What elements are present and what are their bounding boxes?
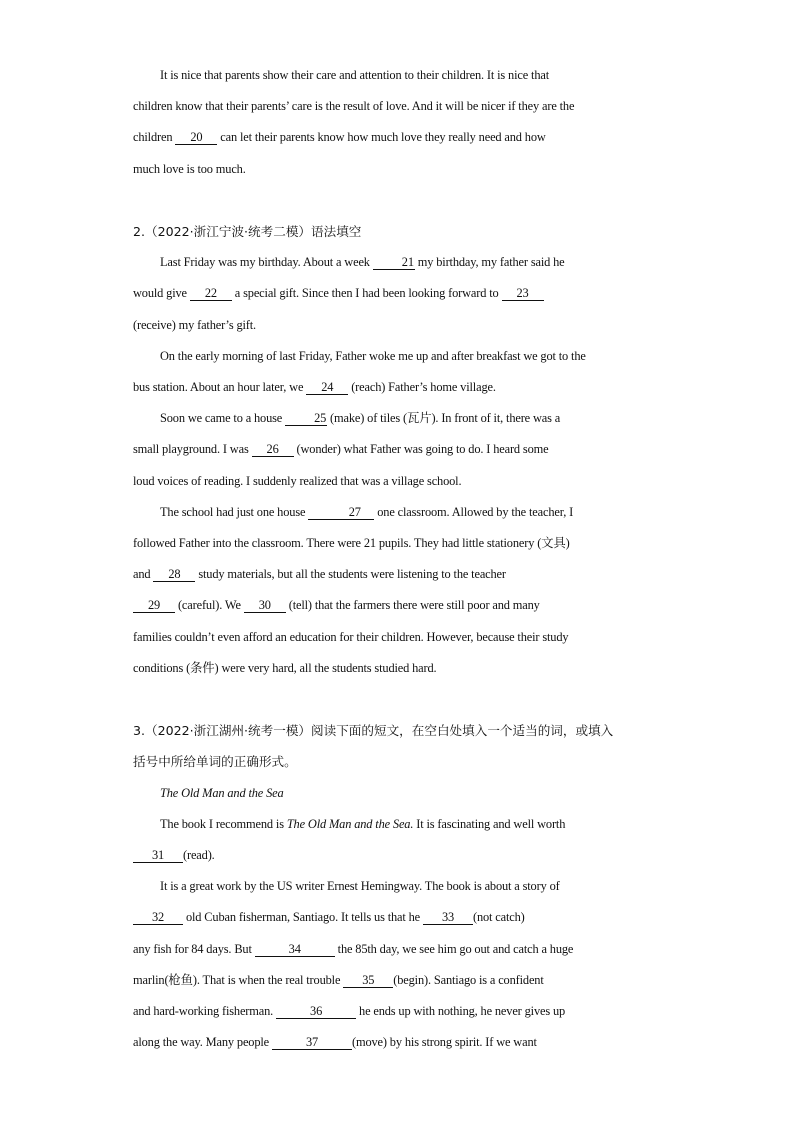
blank-34[interactable]: 34: [255, 942, 335, 957]
text-fragment: and: [133, 567, 154, 582]
question-title: 3.（2022·浙江湖州·统考一模）阅读下面的短文，在空白处填入一个适当的词，或填入: [133, 723, 614, 739]
text-fragment: any fish for 84 days. But: [133, 941, 255, 956]
blank-21[interactable]: 21: [373, 255, 415, 270]
text-fragment: (wonder) what Father was going to do. I heard some: [293, 442, 549, 457]
question-title-continued: 括号中所给单词的正确形式。: [133, 754, 297, 770]
text-fragment: (read).: [183, 848, 215, 863]
section-3: [133, 715, 663, 1058]
blank-32[interactable]: 32: [133, 910, 183, 925]
document-page: [133, 60, 663, 1058]
blank-28[interactable]: 28: [153, 567, 195, 582]
text-fragment: (make) of tiles (瓦片). In front of it, there was a: [327, 411, 561, 426]
text-line: [133, 996, 663, 1027]
text-line: [133, 497, 663, 528]
blank-37[interactable]: 37: [272, 1035, 352, 1050]
text-line: families couldn’t even afford an education for their children. However, because their study: [133, 629, 569, 644]
blank-33[interactable]: 33: [423, 910, 473, 925]
text-fragment: (reach) Father’s home village.: [348, 380, 496, 395]
text-line: [133, 809, 663, 840]
text-fragment: The school had just one house: [160, 504, 309, 519]
text-fragment: and hard-working fisherman.: [133, 1004, 277, 1019]
blank-31[interactable]: 31: [133, 848, 183, 863]
text-fragment: my birthday, my father said he: [414, 255, 565, 270]
text-fragment: he ends up with nothing, he never gives up: [356, 1004, 566, 1019]
text-fragment: can let their parents know how much love they really need and how: [217, 130, 546, 145]
text-line: [133, 934, 663, 965]
section-2: [133, 216, 663, 684]
blank-27[interactable]: 27: [308, 505, 374, 520]
question-title: 2.（2022·浙江宁波·统考二模）语法填空: [133, 224, 362, 239]
text-fragment: old Cuban fisherman, Santiago. It tells us that he: [183, 910, 423, 925]
text-fragment: a special gift. Since then I had been looking forward to: [231, 286, 502, 301]
text-fragment: one classroom. Allowed by the teacher, I: [374, 504, 574, 519]
text-fragment: study materials, but all the students were listening to the teacher: [195, 567, 506, 582]
text-line: [133, 590, 663, 621]
text-line: On the early morning of last Friday, Father woke me up and after breakfast we got to the: [160, 348, 586, 363]
text-line: much love is too much.: [133, 161, 246, 176]
blank-22[interactable]: 22: [190, 286, 232, 301]
text-line: [133, 278, 663, 309]
text-line: conditions (条件) were very hard, all the students studied hard.: [133, 660, 437, 675]
text-line: [133, 372, 663, 403]
blank-20[interactable]: 20: [175, 130, 217, 145]
blank-36[interactable]: 36: [276, 1004, 356, 1019]
text-fragment: along the way. Many people: [133, 1035, 272, 1050]
text-fragment: marlin(枪鱼). That is when the real trouble: [133, 972, 344, 987]
section-1-paragraph: [133, 60, 663, 185]
text-line: [133, 559, 663, 590]
blank-25[interactable]: 25: [285, 411, 327, 426]
text-fragment: Soon we came to a house: [160, 411, 286, 426]
text-line: [133, 965, 663, 996]
text-fragment: (begin). Santiago is a confident: [393, 972, 544, 987]
text-fragment: the 85th day, we see him go out and catch a huge: [334, 941, 574, 956]
blank-23[interactable]: 23: [502, 286, 544, 301]
text-fragment: The book I recommend is: [160, 816, 287, 831]
blank-30[interactable]: 30: [244, 598, 286, 613]
text-fragment: (careful). We: [175, 598, 244, 613]
blank-29[interactable]: 29: [133, 598, 175, 613]
blank-35[interactable]: 35: [343, 973, 393, 988]
text-fragment: (not catch): [472, 910, 525, 925]
text-line: followed Father into the classroom. There were 21 pupils. They had little stationery (文具): [133, 536, 570, 551]
text-fragment: Last Friday was my birthday. About a week: [160, 255, 373, 270]
text-line: [133, 122, 663, 153]
book-title: The Old Man and the Sea: [160, 785, 284, 800]
text-line: children know that their parents’ care is the result of love. And it will be nicer if they are the: [133, 99, 575, 114]
text-line: It is a great work by the US writer Ernest Hemingway. The book is about a story of: [160, 879, 560, 894]
book-title-inline: The Old Man and the Sea.: [286, 816, 414, 831]
text-fragment: small playground. I was: [133, 442, 252, 457]
text-line: [133, 434, 663, 465]
text-line: [133, 247, 663, 278]
text-line: (receive) my father’s gift.: [133, 317, 257, 332]
text-line: [133, 403, 663, 434]
blank-24[interactable]: 24: [306, 380, 348, 395]
text-fragment: (tell) that the farmers there were still poor and many: [285, 598, 540, 613]
text-fragment: bus station. About an hour later, we: [133, 380, 307, 395]
text-fragment: (move) by his strong spirit. If we want: [351, 1035, 537, 1050]
blank-26[interactable]: 26: [252, 442, 294, 457]
text-fragment: would give: [133, 286, 190, 301]
text-line: It is nice that parents show their care and attention to their children. It is nice that: [160, 68, 550, 82]
text-line: [133, 902, 663, 933]
text-line: [133, 840, 663, 871]
text-line: [133, 1027, 663, 1058]
text-fragment: It is fascinating and well worth: [413, 816, 566, 831]
text-fragment: children: [133, 130, 176, 145]
text-line: loud voices of reading. I suddenly realized that was a village school.: [133, 473, 462, 488]
